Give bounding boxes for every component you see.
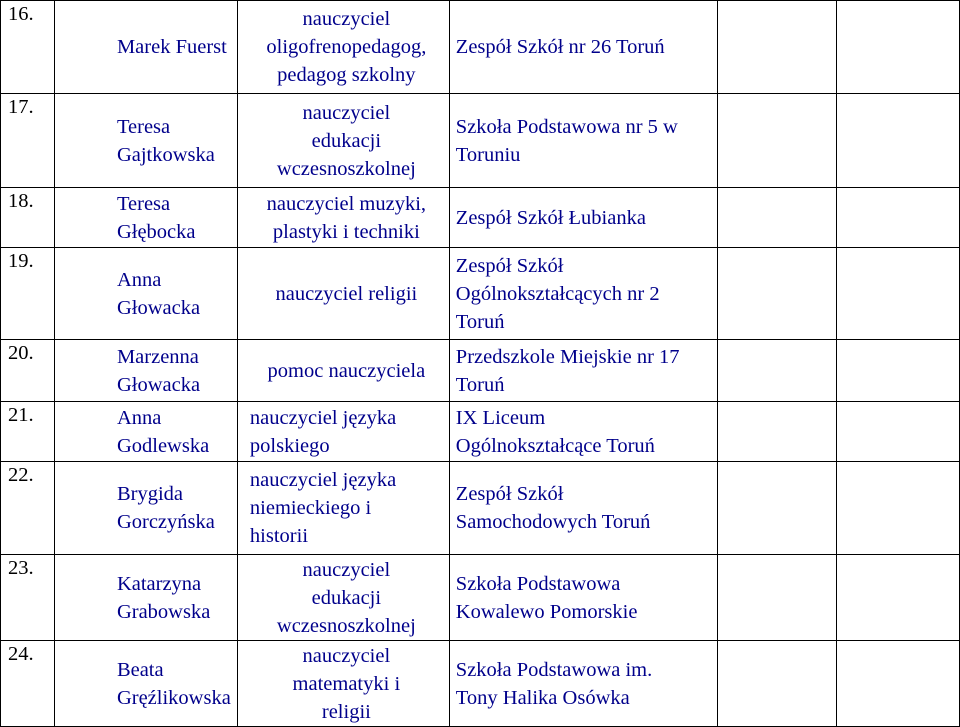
empty-cell bbox=[717, 94, 837, 188]
empty-cell bbox=[717, 641, 837, 727]
position-line: nauczyciel bbox=[302, 644, 391, 667]
school-cell bbox=[449, 402, 717, 462]
person-name bbox=[54, 248, 237, 340]
row-number: 19. bbox=[1, 248, 55, 340]
school-line: Zespół Szkół bbox=[455, 254, 564, 277]
row-number: 21. bbox=[1, 402, 55, 462]
school-line: Zespół Szkół bbox=[455, 483, 564, 505]
position-line: nauczyciel języka bbox=[249, 406, 397, 429]
empty-cell bbox=[717, 555, 837, 641]
school-line: Szkoła Podstawowa nr 5 w bbox=[455, 115, 678, 138]
person-name bbox=[54, 340, 237, 402]
empty-cell bbox=[717, 462, 837, 555]
empty-cell bbox=[837, 641, 960, 727]
school-line: Ogólnokształcących nr 2 bbox=[455, 282, 660, 305]
position-cell bbox=[237, 340, 449, 402]
school-line: Szkoła Podstawowa im. bbox=[455, 658, 653, 681]
empty-cell bbox=[717, 248, 837, 340]
name-line: Godlewska bbox=[116, 434, 210, 457]
school-line: Toruniu bbox=[455, 143, 521, 166]
name-line: Anna bbox=[116, 406, 162, 429]
school-cell bbox=[449, 188, 717, 248]
empty-cell bbox=[837, 462, 960, 555]
row-number: 24. bbox=[1, 641, 55, 727]
empty-cell bbox=[837, 555, 960, 641]
school-cell bbox=[449, 340, 717, 402]
school-line: Szkoła Podstawowa bbox=[455, 572, 621, 595]
name-line: Teresa bbox=[116, 192, 171, 215]
person-name bbox=[54, 188, 237, 248]
position-line: religii bbox=[321, 700, 371, 723]
position-line: nauczyciel bbox=[302, 101, 391, 124]
row-number: 18. bbox=[1, 188, 55, 248]
empty-cell bbox=[837, 248, 960, 340]
name-line: Gajtkowska bbox=[116, 143, 215, 166]
table-row bbox=[1, 462, 960, 555]
position-line: historii bbox=[249, 525, 309, 547]
school-line: Ogólnokształcące Toruń bbox=[455, 434, 655, 457]
position-line: nauczyciel bbox=[302, 558, 391, 581]
table-row bbox=[1, 188, 960, 248]
table-row bbox=[1, 555, 960, 641]
school-cell bbox=[449, 248, 717, 340]
table-row bbox=[1, 402, 960, 462]
school-cell bbox=[449, 555, 717, 641]
row-number: 22. bbox=[1, 462, 55, 555]
empty-cell bbox=[837, 94, 960, 188]
position-cell bbox=[237, 402, 449, 462]
name-line: Gręźlikowska bbox=[116, 686, 231, 709]
position-line: wczesnoszkolnej bbox=[276, 157, 416, 180]
position-cell bbox=[237, 248, 449, 340]
position-line: plastyki i techniki bbox=[272, 220, 420, 243]
position-cell bbox=[237, 1, 449, 94]
name-line: Anna Głowacka bbox=[116, 268, 201, 319]
school-line: Zespół Szkół Łubianka bbox=[455, 206, 646, 229]
position-line: polskiego bbox=[249, 434, 330, 457]
row-number: 16. bbox=[1, 1, 55, 94]
name-line: Marek Fuerst bbox=[116, 36, 227, 58]
school-cell bbox=[449, 94, 717, 188]
school-cell bbox=[449, 1, 717, 94]
empty-cell bbox=[717, 402, 837, 462]
position-line: edukacji bbox=[311, 129, 382, 152]
school-line: Kowalewo Pomorskie bbox=[455, 600, 638, 623]
name-line: Brygida bbox=[116, 483, 183, 505]
school-line: IX Liceum bbox=[455, 406, 546, 429]
row-number: 23. bbox=[1, 555, 55, 641]
table-row bbox=[1, 248, 960, 340]
empty-cell bbox=[717, 340, 837, 402]
school-cell bbox=[449, 641, 717, 727]
empty-cell bbox=[837, 1, 960, 94]
empty-cell bbox=[717, 1, 837, 94]
school-line: Toruń bbox=[455, 373, 505, 396]
row-number: 17. bbox=[1, 94, 55, 188]
name-line: Głębocka bbox=[116, 220, 196, 243]
name-line: Grabowska bbox=[116, 600, 211, 623]
position-line: oligofrenopedagog, bbox=[266, 36, 427, 58]
school-line: Tony Halika Osówka bbox=[455, 686, 630, 709]
position-line: nauczyciel bbox=[302, 8, 391, 30]
position-line: pedagog szkolny bbox=[277, 64, 416, 86]
name-line: Marzenna bbox=[116, 345, 199, 368]
school-line: Zespół Szkół nr 26 Toruń bbox=[455, 36, 665, 58]
position-cell bbox=[237, 555, 449, 641]
school-line: Samochodowych Toruń bbox=[455, 511, 651, 533]
name-line: Beata bbox=[116, 658, 164, 681]
position-line: nauczyciel języka bbox=[249, 469, 397, 491]
table-row bbox=[1, 641, 960, 727]
position-cell bbox=[237, 188, 449, 248]
person-name bbox=[54, 402, 237, 462]
position-line: wczesnoszkolnej bbox=[276, 614, 416, 637]
person-name bbox=[54, 94, 237, 188]
school-cell bbox=[449, 462, 717, 555]
person-name bbox=[54, 641, 237, 727]
name-line: Głowacka bbox=[116, 373, 201, 396]
position-cell bbox=[237, 94, 449, 188]
position-line: edukacji bbox=[311, 586, 382, 609]
empty-cell bbox=[837, 340, 960, 402]
empty-cell bbox=[717, 188, 837, 248]
position-line: nauczyciel religii bbox=[275, 282, 418, 305]
position-line: pomoc nauczyciela bbox=[267, 359, 426, 382]
empty-cell bbox=[837, 402, 960, 462]
school-line: Przedszkole Miejskie nr 17 bbox=[455, 345, 680, 368]
person-name bbox=[54, 555, 237, 641]
school-line: Toruń bbox=[455, 310, 505, 333]
person-name bbox=[54, 1, 237, 94]
position-line: matematyki i bbox=[292, 672, 401, 695]
table-row bbox=[1, 340, 960, 402]
empty-cell bbox=[837, 188, 960, 248]
position-cell bbox=[237, 641, 449, 727]
name-line: Gorczyńska bbox=[116, 511, 215, 533]
table-row bbox=[1, 1, 960, 94]
person-name bbox=[54, 462, 237, 555]
row-number: 20. bbox=[1, 340, 55, 402]
name-line: Katarzyna bbox=[116, 572, 202, 595]
table-row bbox=[1, 94, 960, 188]
position-line: niemieckiego i bbox=[249, 497, 372, 519]
position-cell bbox=[237, 462, 449, 555]
name-line: Teresa bbox=[116, 115, 171, 138]
position-line: nauczyciel muzyki, bbox=[266, 192, 427, 215]
